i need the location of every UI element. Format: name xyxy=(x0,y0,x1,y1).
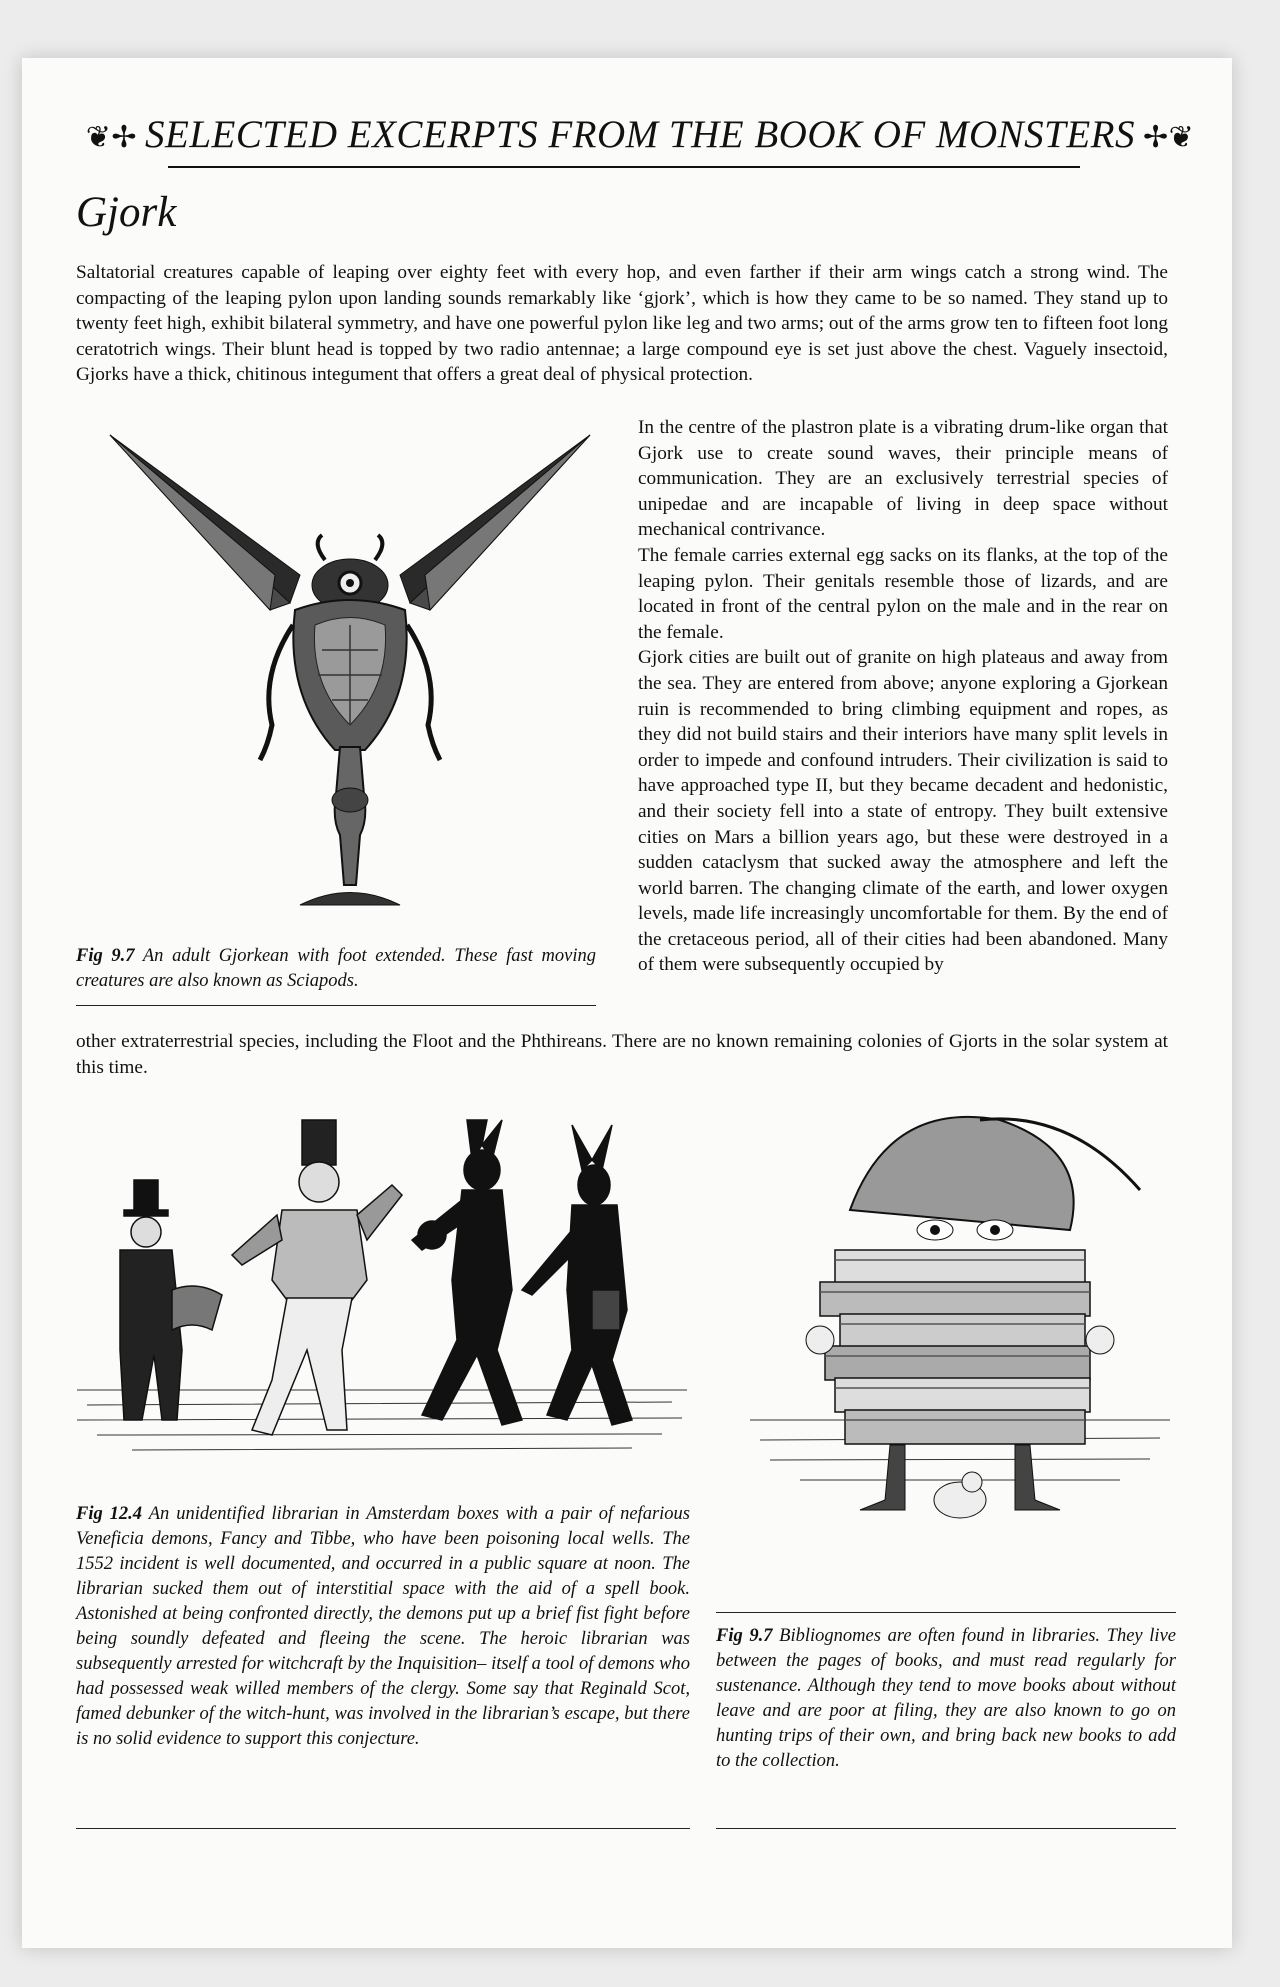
left-ornament-icon: ❦✢ xyxy=(85,121,138,154)
header-rule xyxy=(168,166,1080,168)
right-ornament-icon: ✢❦ xyxy=(1142,121,1195,154)
caption-rule xyxy=(76,1005,596,1006)
figure-caption-text: Bibliognomes are often found in libraries. They live between the pages of books, and must read regularly for sustenance. Although they tend to move books about without leave and are poor at filing, they are also known to go on hunting trips of their own, and bring back new books to add to the collection. xyxy=(716,1626,1176,1771)
section-title: Gjork xyxy=(76,189,177,236)
figure-caption-gjork xyxy=(76,944,596,994)
figure-caption-librarian xyxy=(76,1502,690,1752)
caption-rule xyxy=(716,1828,1176,1829)
continued-paragraph: other extraterrestrial species, including the Floot and the Phthireans. There are no known remaining colonies of Gjorts in the solar system at this time. xyxy=(76,1031,1168,1078)
librarian-demons-illustration xyxy=(72,1090,692,1490)
running-head xyxy=(0,112,1280,157)
running-head-title: SELECTED EXCERPTS FROM THE BOOK OF MONSTERS xyxy=(145,113,1135,156)
bibliognome-illustration xyxy=(740,1090,1180,1550)
intro-paragraph: Saltatorial creatures capable of leaping over eighty feet with every hop, and even farther if their arm wings catch a strong wind. The compacting of the leaping pylon upon landing sounds remarkably like ‘gjork’, which is how they came to be so named. They stand up to twenty feet high, exhibit bilateral symmetry, and have one powerful pylon like leg and two arms; out of the arms grow ten to fifteen foot long ceratotrich wings. Their blunt head is topped by two radio antennae; a large compound eye is set just above the chest. Vaguely insectoid, Gjorks have a thick, chitinous integument that offers a great deal of physical protection. xyxy=(76,262,1168,386)
caption-rule xyxy=(716,1612,1176,1613)
right-column xyxy=(638,415,1168,978)
figure-label: Fig 9.7 xyxy=(76,946,135,966)
caption-rule xyxy=(76,1828,690,1829)
figure-caption-text: An unidentified librarian in Amsterdam boxes with a pair of nefarious Veneficia demons, Fancy and Tibbe, who have been poisoning local wells. The 1552 incident is well documented, and occurred in a public square at noon. The librarian sucked them out of interstitial space with the aid of a spell book. Astonished at being confronted directly, the demons put up a brief fist fight before being soundly defeated and fleeing the scene. The heroic librarian was subsequently arrested for witchcraft by the Inquisition– itself a tool of demons who had possessed weak willed members of the clergy. Some say that Reginald Scot, famed debunker of the witch-hunt, was involved in the librarian’s escape, but there is no solid evidence to support this conjecture. xyxy=(76,1504,690,1749)
right-paragraph: The female carries external egg sacks on its flanks, at the top of the leaping pylon. Their genitals resemble those of lizards, and are located in front of the central pylon on the male and in the rear on the female. xyxy=(638,544,1168,643)
right-paragraph: Gjork cities are built out of granite on high plateaus and away from the sea. They are entered from above; anyone exploring a Gjorkean ruin is recommended to bring climbing equipment and ropes, as they did not build stairs and their interiors have many split levels in order to impede and confound intruders. Their civilization is said to have approached type II, but they became decadent and hedonistic, and their society fell into a state of entropy. They built extensive cities on Mars a billion years ago, but these were destroyed in a sudden cataclysm that sucked away the atmosphere and left the world barren. The changing climate of the earth, and lower oxygen levels, made life increasingly uncomfortable for them. By the end of the cretaceous period, all of their cities had been abandoned. Many of them were subsequently occupied by xyxy=(638,647,1168,976)
figure-caption-text: An adult Gjorkean with foot extended. These fast moving creatures are also known as Sciapods. xyxy=(76,946,597,991)
right-paragraph: In the centre of the plastron plate is a vibrating drum-like organ that Gjork use to create sound waves, their principle means of communication. They are an exclusively terrestrial species of unipedae and are incapable of living in deep space without mechanical contrivance. xyxy=(638,417,1168,541)
gjork-illustration xyxy=(100,425,600,925)
figure-label: Fig 12.4 xyxy=(76,1504,143,1524)
figure-label: Fig 9.7 xyxy=(716,1626,773,1646)
figure-caption-bibliognome xyxy=(716,1624,1176,1774)
